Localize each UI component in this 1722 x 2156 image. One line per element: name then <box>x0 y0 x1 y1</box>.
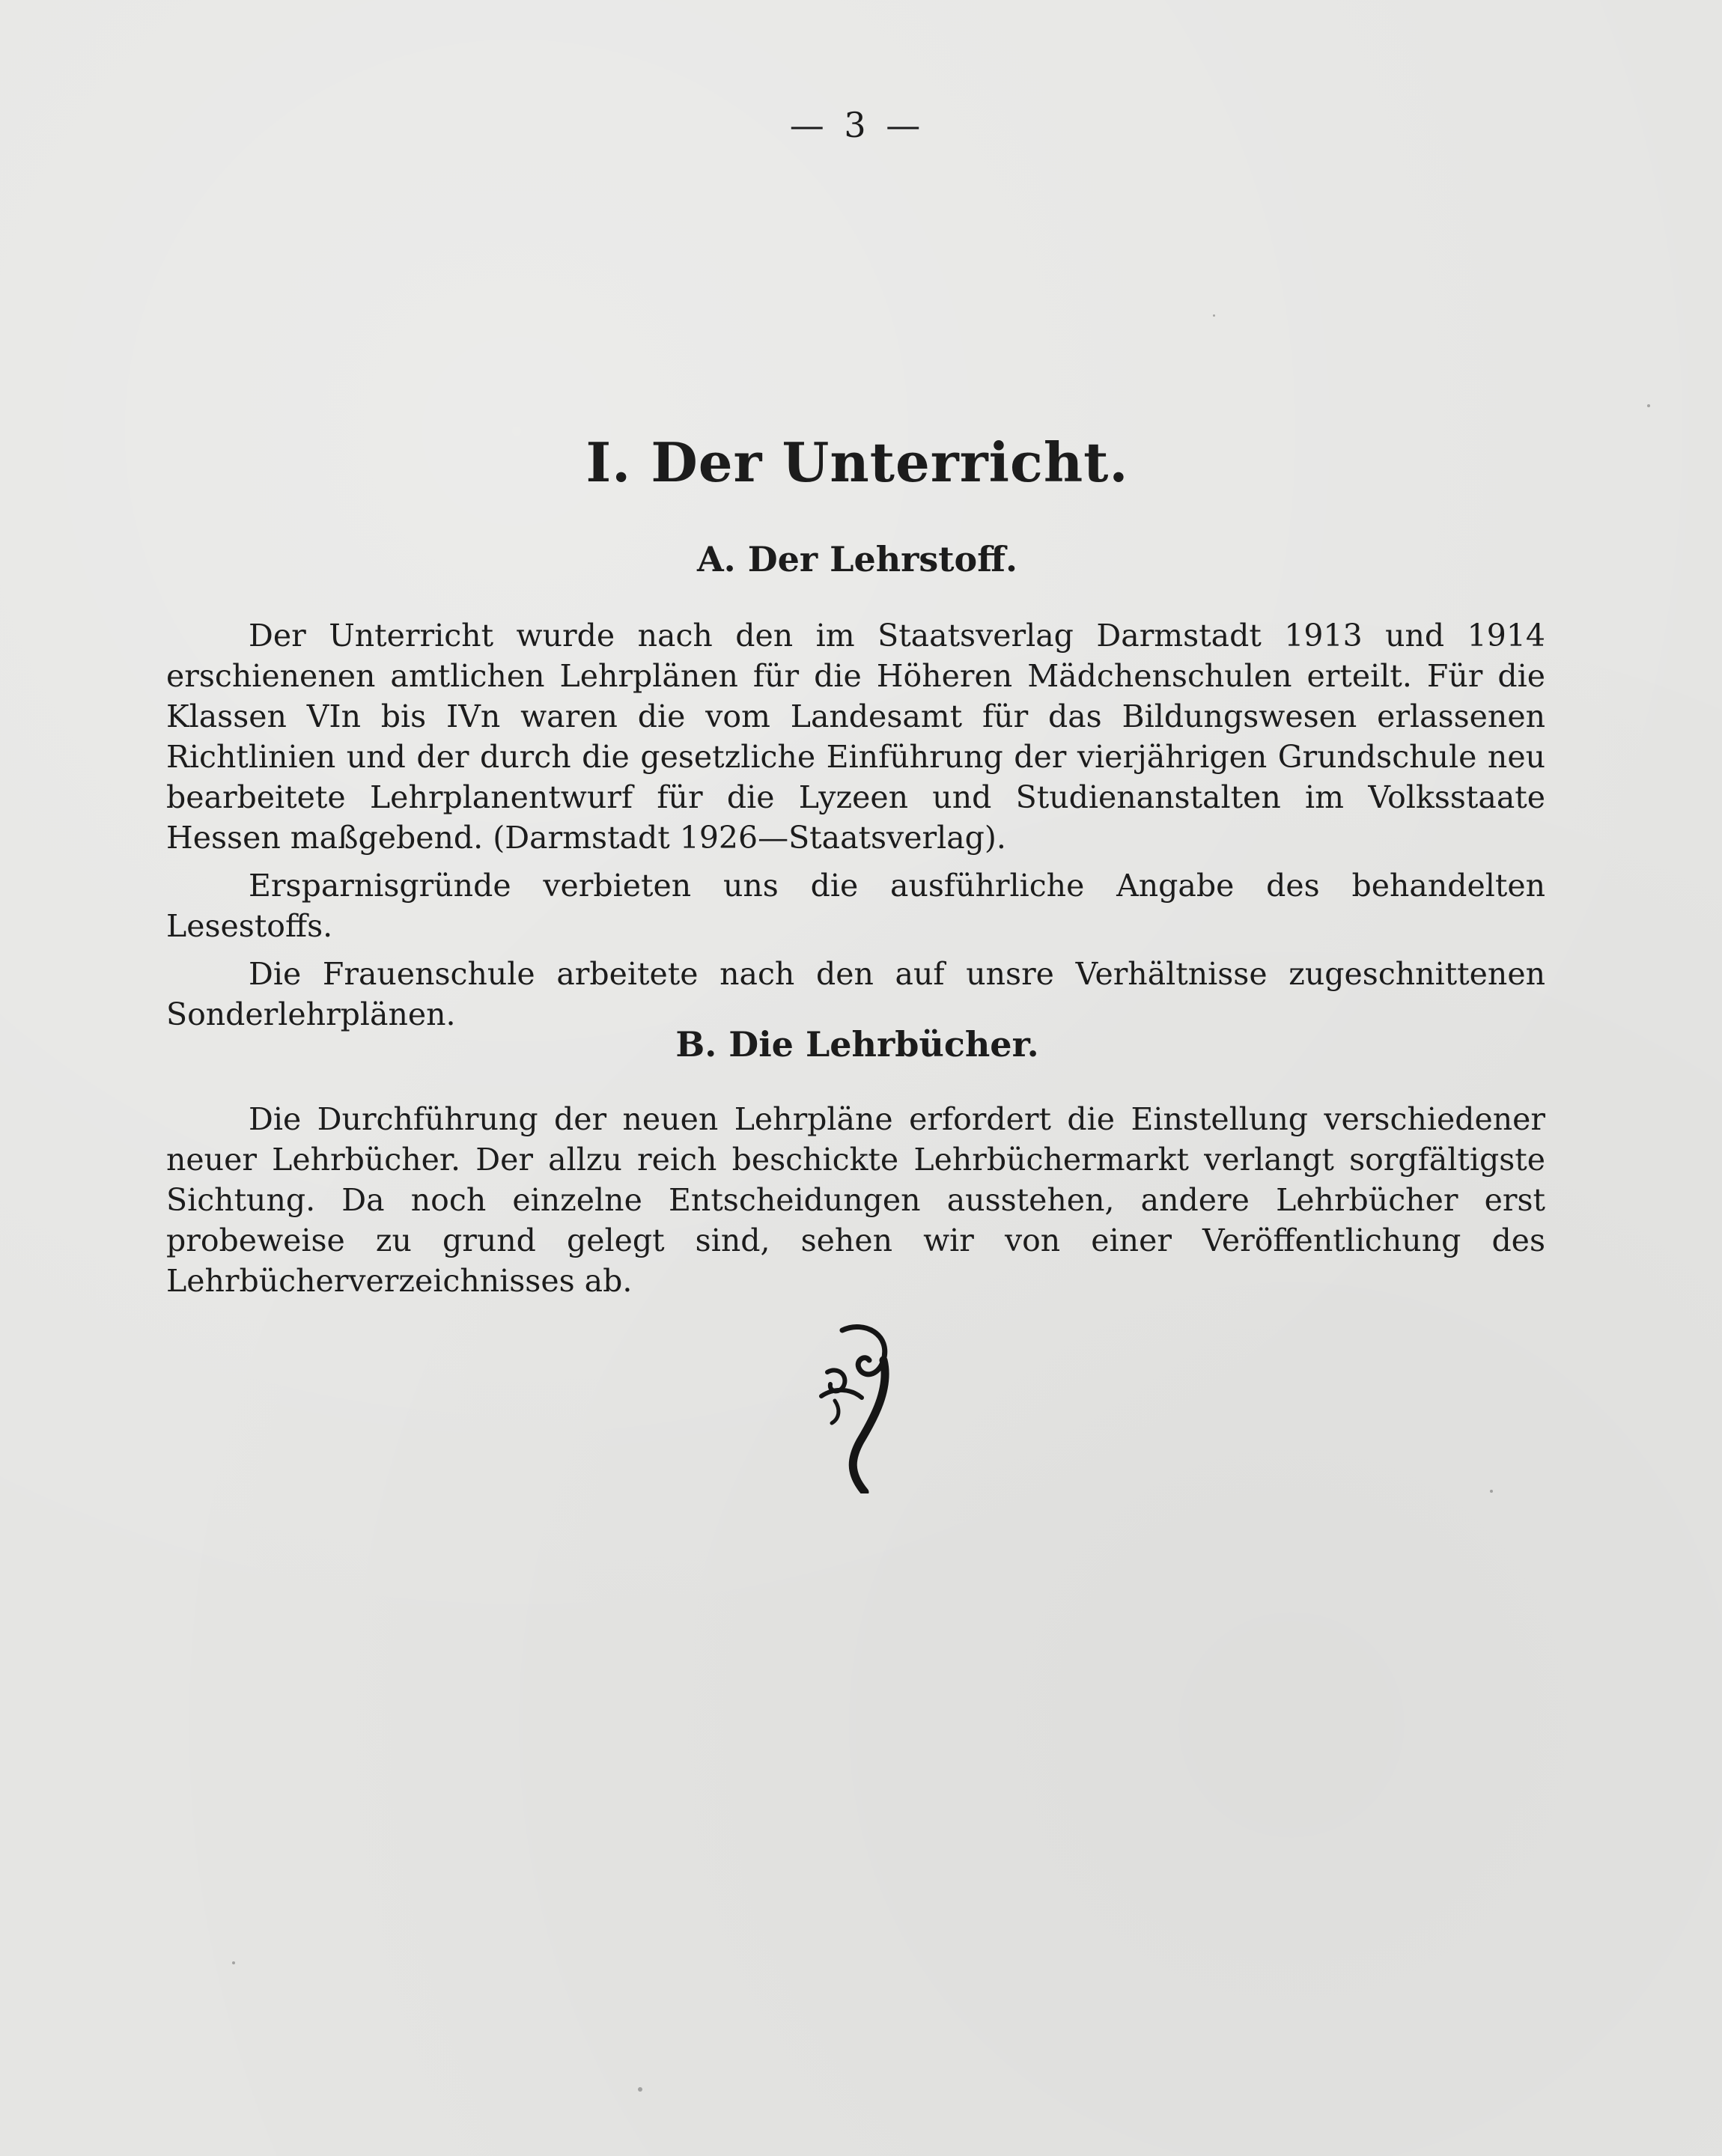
paper-speck <box>1490 1490 1493 1493</box>
paper-speck <box>232 1961 235 1964</box>
paper-speck <box>1647 404 1650 407</box>
page-number: — 3 — <box>789 105 925 145</box>
paper-speck <box>1213 314 1215 317</box>
floral-ornament-icon <box>812 1314 902 1493</box>
section-body-lehrbuecher <box>166 1099 1545 1301</box>
section-heading-lehrstoff: A. Der Lehrstoff. <box>696 539 1017 579</box>
section-heading-lehrbuecher: B. Die Lehrbücher. <box>675 1024 1039 1065</box>
paragraph: Die Durchführung der neuen Lehrpläne erfordert die Einstellung verschiedener neuer Lehrbücher. Der allzu reich beschickte Lehrbüchermarkt verlangt sorgfältigste Sichtung. Da noch einzelne Entscheidungen ausstehen, andere Lehrbücher erst probeweise zu grund gelegt sind, sehen wir von einer Veröffentlichung des Lehrbücherverzeichnisses ab. <box>166 1101 1545 1299</box>
paragraph: Der Unterricht wurde nach den im Staatsverlag Darmstadt 1913 und 1914 erschienenen amtlichen Lehrplänen für die Höheren Mädchenschulen erteilt. Für die Klassen VIn bis IVn waren die vom Landesamt für das Bildungswesen erlassenen Richtlinien und der durch die gesetzliche Einführung der vierjährigen Grundschule neu bearbeitete Lehrplanentwurf für die Lyzeen und Studienanstalten im Volksstaate Hessen maßgebend. (Darmstadt 1926—Staatsverlag). <box>166 618 1545 856</box>
paper-speck <box>638 2087 642 2092</box>
section-body-lehrstoff <box>166 615 1545 1035</box>
chapter-title: I. Der Unterricht. <box>585 430 1129 494</box>
paragraph: Ersparnisgründe verbieten uns die ausführliche Angabe des behandelten Lesestoffs. <box>166 868 1545 944</box>
paragraph: Die Frauenschule arbeitete nach den auf unsre Verhältnisse zugeschnittenen Sonderlehrplänen. <box>166 956 1545 1032</box>
